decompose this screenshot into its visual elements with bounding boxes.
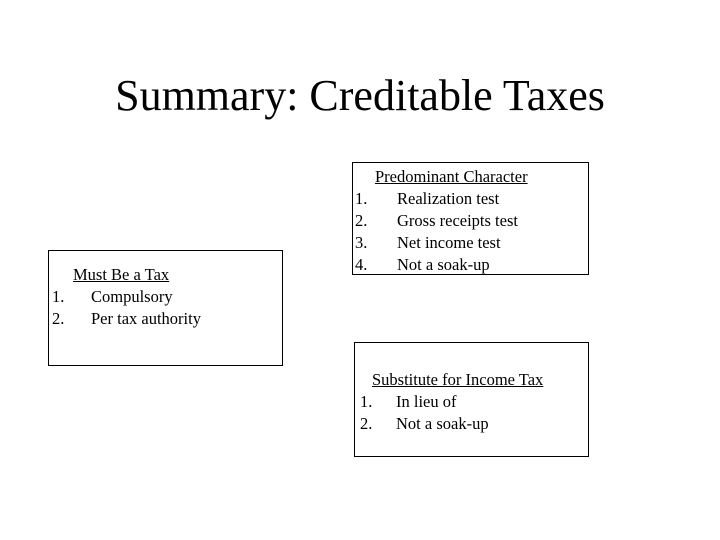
item-number: 1. [355, 189, 368, 208]
item-text: Not a soak-up [396, 414, 489, 433]
box-heading: Substitute for Income Tax [372, 370, 544, 389]
list-item [360, 413, 543, 435]
item-text: Compulsory [91, 287, 173, 306]
item-text: In lieu of [396, 392, 457, 411]
list-item [355, 232, 528, 254]
list-item [355, 254, 528, 276]
item-number: 2. [52, 309, 65, 328]
list-item [52, 308, 201, 330]
list-item [52, 286, 201, 308]
item-number: 1. [52, 287, 65, 306]
item-text: Realization test [397, 189, 500, 208]
substitute-for-income-tax-box [354, 342, 589, 457]
item-text: Gross receipts test [397, 211, 518, 230]
item-number: 4. [355, 255, 368, 274]
predominant-character-box [352, 162, 589, 275]
page-title: Summary: Creditable Taxes [115, 71, 605, 120]
box-heading: Predominant Character [375, 167, 528, 186]
list-item [360, 391, 543, 413]
list-item [355, 188, 528, 210]
item-number: 2. [355, 211, 368, 230]
item-number: 2. [360, 414, 373, 433]
item-text: Net income test [397, 233, 501, 252]
item-number: 1. [360, 392, 373, 411]
item-text: Not a soak-up [397, 255, 490, 274]
item-number: 3. [355, 233, 368, 252]
item-text: Per tax authority [91, 309, 201, 328]
list-item [355, 210, 528, 232]
box-heading: Must Be a Tax [73, 265, 170, 284]
must-be-a-tax-box [48, 250, 283, 366]
